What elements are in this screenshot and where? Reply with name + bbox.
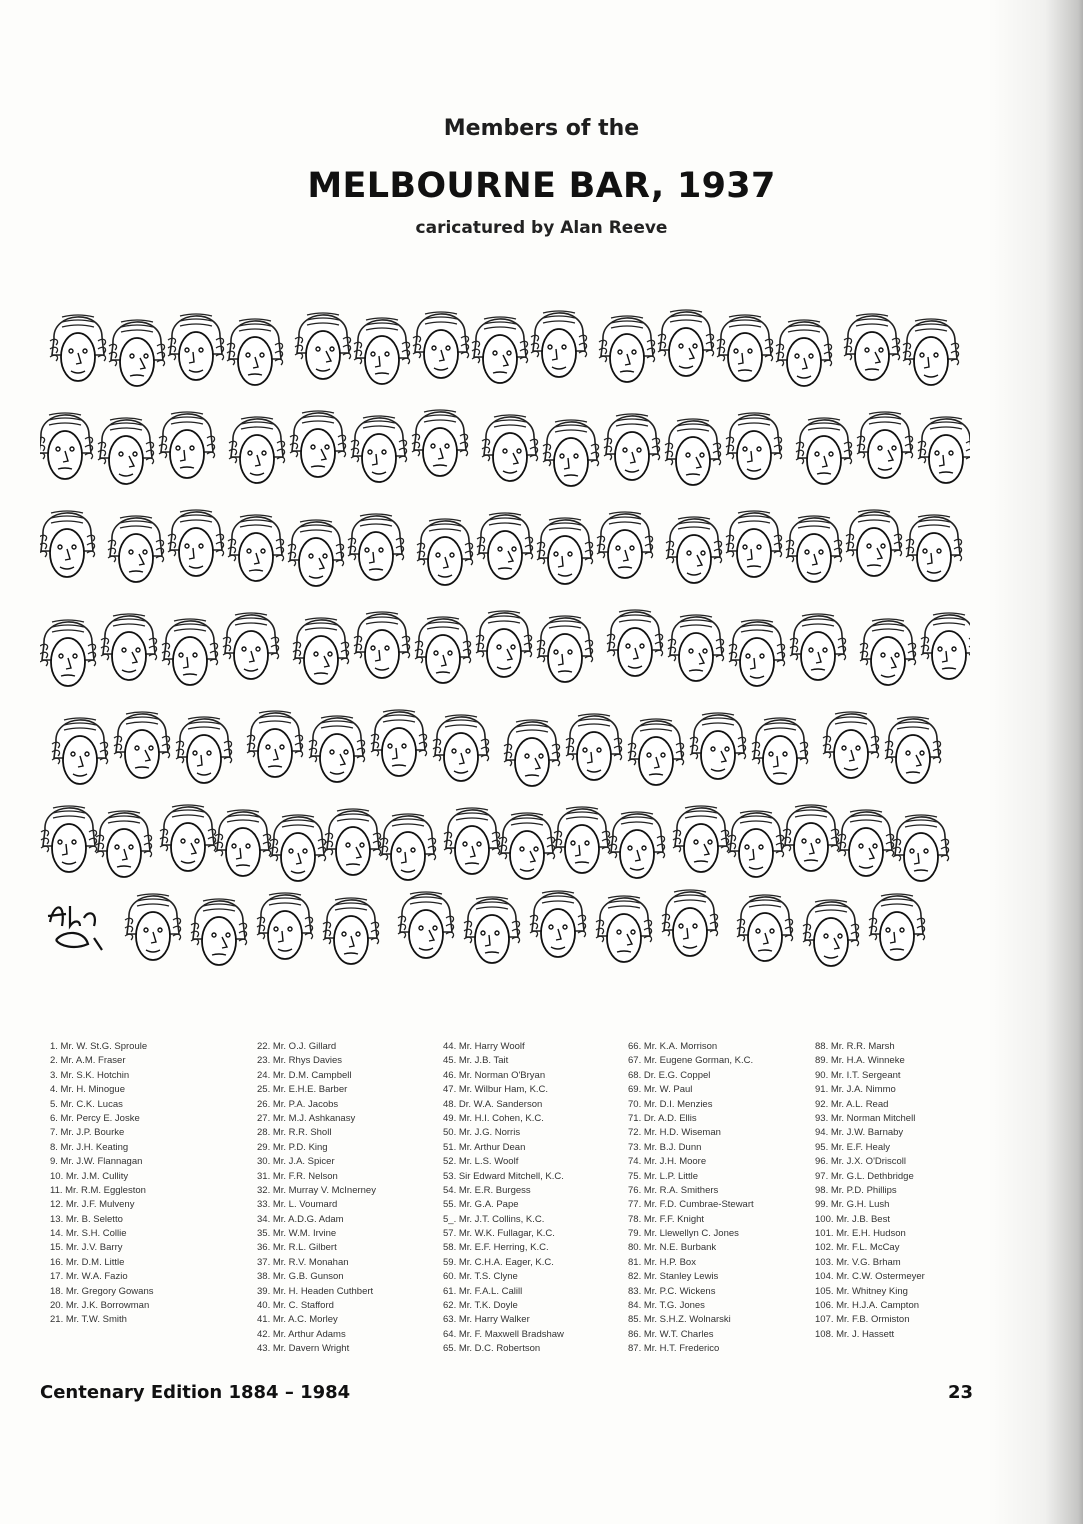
pre-title: Members of the [443,116,640,141]
legend-item: 90. Mr. I.T. Sergeant [815,1069,901,1081]
barrister-caricature-icon [597,512,653,578]
barrister-caricature-icon [52,718,108,784]
legend-item: 64. Mr. F. Maxwell Bradshaw [443,1328,564,1340]
barrister-caricature-icon [844,314,900,380]
barrister-caricature-icon [803,900,859,966]
barrister-caricature-icon [690,713,746,779]
legend-item: 108. Mr. J. Hassett [815,1328,895,1340]
legend-item: 71. Dr. A.D. Ellis [628,1112,697,1124]
barrister-caricature-icon [668,615,724,681]
legend-item: 41. Mr. A.C. Morley [257,1314,338,1326]
legend-item: 99. Mr. G.H. Lush [815,1199,890,1211]
legend-item: 102. Mr. F.L. McCay [815,1242,900,1254]
barrister-caricature-icon [609,812,665,878]
barrister-caricature-icon [476,611,532,677]
barrister-caricature-icon [903,319,959,385]
barrister-caricature-icon [906,515,962,581]
barrister-caricature-icon [531,311,587,377]
legend-item: 67. Mr. Eugene Gorman, K.C. [628,1055,754,1067]
legend-item: 21. Mr. T.W. Smith [50,1314,127,1326]
barrister-caricature-icon [433,715,489,781]
legend-item: 106. Mr. H.J.A. Campton [815,1300,920,1312]
legend-item: 98. Mr. P.D. Phillips [815,1184,897,1196]
legend-item: 15. Mr. J.V. Barry [50,1242,123,1254]
legend-item: 24. Mr. D.M. Campbell [257,1069,352,1081]
legend-item: 86. Mr. W.T. Charles [628,1328,714,1340]
barrister-caricature-icon [918,417,970,483]
barrister-caricature-icon [108,516,164,582]
barrister-caricature-icon [783,805,839,871]
legend-item: 6. Mr. Percy E. Joske [50,1112,140,1124]
barrister-caricature-icon [726,413,782,479]
legend-item: 23. Mr. Rhys Davies [257,1055,342,1067]
barrister-caricature-icon [566,714,622,780]
legend-item: 9. Mr. J.W. Flannagan [50,1156,143,1168]
legend-item: 81. Mr. H.P. Box [628,1256,696,1268]
legend-item: 74. Mr. J.H. Moore [628,1156,707,1168]
legend-item: 12. Mr. J.F. Mulveny [50,1199,135,1211]
barrister-caricature-icon [98,418,154,484]
barrister-caricature-icon [537,518,593,584]
legend-item: 101. Mr. E.H. Hudson [815,1228,906,1240]
edition-footer: Centenary Edition 1884 – 1984 [40,1382,351,1403]
legend-item: 97. Mr. G.L. Dethbridge [815,1170,914,1182]
barrister-caricature-icon [109,320,165,386]
barrister-caricature-icon [658,310,714,376]
legend-item: 62. Mr. T.K. Doyle [443,1300,518,1312]
barrister-caricature-icon [662,890,718,956]
barrister-caricature-icon [412,410,468,476]
legend-item: 100. Mr. J.B. Best [815,1213,890,1225]
legend-item: 95. Mr. E.F. Healy [815,1141,890,1153]
barrister-caricature-icon [223,613,279,679]
barrister-caricature-icon [176,717,232,783]
legend-item: 46. Mr. Norman O'Bryan [443,1069,546,1081]
barrister-caricature-icon [543,420,599,486]
legend-item: 14. Mr. S.H. Collie [50,1228,127,1240]
barrister-caricature-icon [596,896,652,962]
legend-item: 43. Mr. Davern Wright [257,1343,350,1355]
barrister-caricature-icon [860,619,916,685]
legend-item: 105. Mr. Whitney King [815,1285,908,1297]
barrister-caricature-icon [354,318,410,384]
legend-item: 28. Mr. R.R. Sholl [257,1127,332,1139]
barrister-caricature-icon [504,720,560,786]
barrister-caricature-icon [228,515,284,581]
legend-item: 48. Dr. W.A. Sanderson [443,1098,543,1110]
legend-item: 29. Mr. P.D. King [257,1141,328,1153]
legend-item: 57. Mr. W.K. Fullagar, K.C. [443,1228,555,1240]
legend-item: 10. Mr. J.M. Cullity [50,1170,129,1182]
legend-item: 104. Mr. C.W. Ostermeyer [815,1271,925,1283]
legend-item: 25. Mr. E.H.E. Barber [257,1084,348,1096]
barrister-caricature-icon [288,520,344,586]
legend-item: 5. Mr. C.K. Lucas [50,1098,123,1110]
barrister-caricature-icon [160,805,216,871]
barrister-caricature-icon [371,710,427,776]
barrister-caricature-icon [796,418,852,484]
barrister-caricature-icon [354,612,410,678]
legend-item: 63. Mr. Harry Walker [443,1314,530,1326]
barrister-caricature-icon [838,810,894,876]
legend-item: 70. Mr. D.I. Menzies [628,1098,713,1110]
legend-item: 92. Mr. A.L. Read [815,1098,889,1110]
legend-item: 83. Mr. P.C. Wickens [628,1285,716,1297]
legend-item: 17. Mr. W.A. Fazio [50,1271,128,1283]
legend-column [443,1040,564,1357]
barrister-caricature-icon [728,811,784,877]
barrister-caricature-icon [857,412,913,478]
barrister-caricature-icon [628,719,684,785]
legend-item: 85. Mr. S.H.Z. Wolnarski [628,1314,731,1326]
legend-item: 93. Mr. Norman Mitchell [815,1112,916,1124]
barrister-caricature-icon [846,510,902,576]
legend-item: 96. Mr. J.X. O'Driscoll [815,1156,907,1168]
legend-item: 33. Mr. L. Voumard [257,1199,338,1211]
barrister-caricature-icon [499,813,555,879]
page-number: 23 [948,1382,974,1403]
legend-column [257,1040,376,1357]
barrister-caricature-icon [40,511,95,577]
legend-item: 35. Mr. W.M. Irvine [257,1228,337,1240]
barrister-caricature-icon [168,510,224,576]
barrister-caricature-icon [101,614,157,680]
barrister-caricature-icon [191,899,247,965]
legend-item: 8. Mr. J.H. Keating [50,1141,129,1153]
legend-item: 53. Sir Edward Mitchell, K.C. [443,1170,564,1182]
legend-item: 60. Mr. T.S. Clyne [443,1271,518,1283]
barrister-caricature-icon [351,416,407,482]
barrister-caricature-icon [114,712,170,778]
barrister-caricature-icon [125,894,181,960]
legend-item: 58. Mr. E.F. Herring, K.C. [443,1242,549,1254]
legend-item: 54. Mr. E.R. Burgess [443,1184,531,1196]
legend-item: 31. Mr. F.R. Nelson [257,1170,338,1182]
barrister-caricature-icon [823,712,879,778]
legend-item: 103. Mr. V.G. Brham [815,1256,901,1268]
barrister-caricature-icon [599,316,655,382]
legend-item: 39. Mr. H. Headen Cuthbert [257,1285,374,1297]
barrister-caricature-icon [398,892,454,958]
barrister-caricature-icon [323,898,379,964]
legend-item: 69. Mr. W. Paul [628,1084,693,1096]
barrister-caricature-icon [40,413,93,479]
barrister-caricature-icon [726,511,782,577]
legend-item: 75. Mr. L.P. Little [628,1170,699,1182]
barrister-caricature-icon [477,513,533,579]
barrister-caricature-icon [257,893,313,959]
legend-column [50,1040,153,1328]
legend-item: 18. Mr. Gregory Gowans [50,1285,154,1297]
legend-item: 30. Mr. J.A. Spicer [257,1156,335,1168]
barrister-caricature-icon [247,711,303,777]
legend-item: 20. Mr. J.K. Borrowman [50,1300,150,1312]
barrister-caricature-icon [869,894,925,960]
barrister-caricature-icon [729,620,785,686]
barrister-caricature-icon [537,616,593,682]
barrister-caricature-icon [40,620,96,686]
barrister-caricature-icon [790,614,846,680]
legend-item: 94. Mr. J.W. Barnaby [815,1127,904,1139]
barrister-caricature-icon [786,516,842,582]
page-title: MELBOURNE BAR, 1937 [307,166,776,206]
legend-item: 5_. Mr. J.T. Collins, K.C. [443,1213,545,1225]
barrister-caricature-icon [717,315,773,381]
barrister-caricature-icon [295,313,351,379]
barrister-caricature-icon [893,815,949,881]
legend-item: 55. Mr. G.A. Pape [443,1199,519,1211]
legend-item: 89. Mr. H.A. Winneke [815,1055,905,1067]
barrister-caricature-icon [159,412,215,478]
legend-item: 42. Mr. Arthur Adams [257,1328,346,1340]
barrister-caricature-icon [673,806,729,872]
legend-item: 40. Mr. C. Stafford [257,1300,334,1312]
legend-item: 84. Mr. T.G. Jones [628,1300,705,1312]
legend-column [628,1040,754,1357]
barrister-caricature-icon [309,716,365,782]
legend-item: 44. Mr. Harry Woolf [443,1041,525,1052]
legend-item: 22. Mr. O.J. Gillard [257,1041,337,1052]
legend-item: 4. Mr. H. Minogue [50,1084,125,1096]
legend-item: 11. Mr. R.M. Eggleston [50,1184,146,1196]
barrister-caricature-icon [415,617,471,683]
barrister-caricature-icon [413,312,469,378]
barrister-caricature-icon [776,320,832,386]
legend-item: 49. Mr. H.I. Cohen, K.C. [443,1112,544,1124]
barrister-caricature-icon [665,419,721,485]
barrister-caricature-icon [229,417,285,483]
legend-item: 73. Mr. B.J. Dunn [628,1141,702,1153]
legend-item: 91. Mr. J.A. Nimmo [815,1084,896,1096]
barrister-caricature-icon [227,319,283,385]
legend-item: 7. Mr. J.P. Bourke [50,1127,125,1139]
legend-item: 72. Mr. H.D. Wiseman [628,1127,721,1139]
legend-item: 88. Mr. R.R. Marsh [815,1041,895,1052]
barrister-caricature-icon [215,810,271,876]
barrister-caricature-icon [464,897,520,963]
legend-item: 78. Mr. F.F. Knight [628,1213,705,1225]
barrister-caricature-icon [885,717,941,783]
artist-signature-icon [48,906,102,950]
barrister-caricature-icon [162,619,218,685]
barrister-caricature-icon [530,891,586,957]
legend-item: 82. Mr. Stanley Lewis [628,1271,719,1283]
legend-item: 36. Mr. R.L. Gilbert [257,1242,337,1254]
caricature-illustration [40,300,970,970]
barrister-caricature-icon [607,610,663,676]
legend-item: 59. Mr. C.H.A. Eager, K.C. [443,1256,554,1268]
barrister-caricature-icon [50,315,106,381]
legend-item: 3. Mr. S.K. Hotchin [50,1069,130,1081]
legend-item: 37. Mr. R.V. Monahan [257,1256,349,1268]
legend-item: 2. Mr. A.M. Fraser [50,1055,126,1067]
barrister-caricature-icon [325,809,381,875]
legend-item: 27. Mr. M.J. Ashkanasy [257,1112,356,1124]
legend-item: 77. Mr. F.D. Cumbrae-Stewart [628,1199,754,1211]
barrister-caricature-icon [604,414,660,480]
legend-item: 45. Mr. J.B. Tait [443,1055,509,1067]
barrister-caricature-icon [444,808,500,874]
barrister-caricature-icon [554,807,610,873]
subtitle: caricatured by Alan Reeve [415,218,668,238]
barrister-caricature-icon [666,517,722,583]
barrister-caricature-icon [96,811,152,877]
barrister-caricature-icon [168,314,224,380]
barrister-caricature-icon [380,814,436,880]
barrister-caricature-icon [348,514,404,580]
barrister-caricature-icon [482,415,538,481]
barrister-caricature-icon [737,895,793,961]
legend-item: 52. Mr. L.S. Woolf [443,1156,519,1168]
barrister-caricature-icon [270,815,326,881]
barrister-caricature-icon [472,317,528,383]
barrister-caricature-icon [41,806,97,872]
legend-item: 87. Mr. H.T. Frederico [628,1343,720,1355]
barrister-caricature-icon [293,618,349,684]
legend-item: 51. Mr. Arthur Dean [443,1141,526,1153]
legend-item: 1. Mr. W. St.G. Sproule [50,1041,148,1052]
legend-item: 68. Dr. E.G. Coppel [628,1069,711,1081]
legend-item: 80. Mr. N.E. Burbank [628,1242,717,1254]
legend-item: 76. Mr. R.A. Smithers [628,1184,719,1196]
barrister-caricature-icon [290,411,346,477]
legend-item: 61. Mr. F.A.L. Calill [443,1285,523,1297]
legend-item: 32. Mr. Murray V. McInerney [257,1184,376,1196]
barrister-caricature-icon [752,718,808,784]
legend-item: 26. Mr. P.A. Jacobs [257,1098,339,1110]
legend-item: 13. Mr. B. Seletto [50,1213,123,1225]
barrister-caricature-icon [417,519,473,585]
legend-item: 66. Mr. K.A. Morrison [628,1041,718,1052]
legend-item: 47. Mr. Wilbur Ham, K.C. [443,1084,549,1096]
legend-item: 65. Mr. D.C. Robertson [443,1343,541,1355]
legend-item: 50. Mr. J.G. Norris [443,1127,521,1139]
legend-item: 107. Mr. F.B. Ormiston [815,1314,910,1326]
legend-item: 79. Mr. Llewellyn C. Jones [628,1228,739,1240]
legend-item: 16. Mr. D.M. Little [50,1256,125,1268]
legend-column [815,1040,925,1342]
legend-item: 38. Mr. G.B. Gunson [257,1271,344,1283]
legend-item: 34. Mr. A.D.G. Adam [257,1213,344,1225]
barrister-caricature-icon [921,613,970,679]
